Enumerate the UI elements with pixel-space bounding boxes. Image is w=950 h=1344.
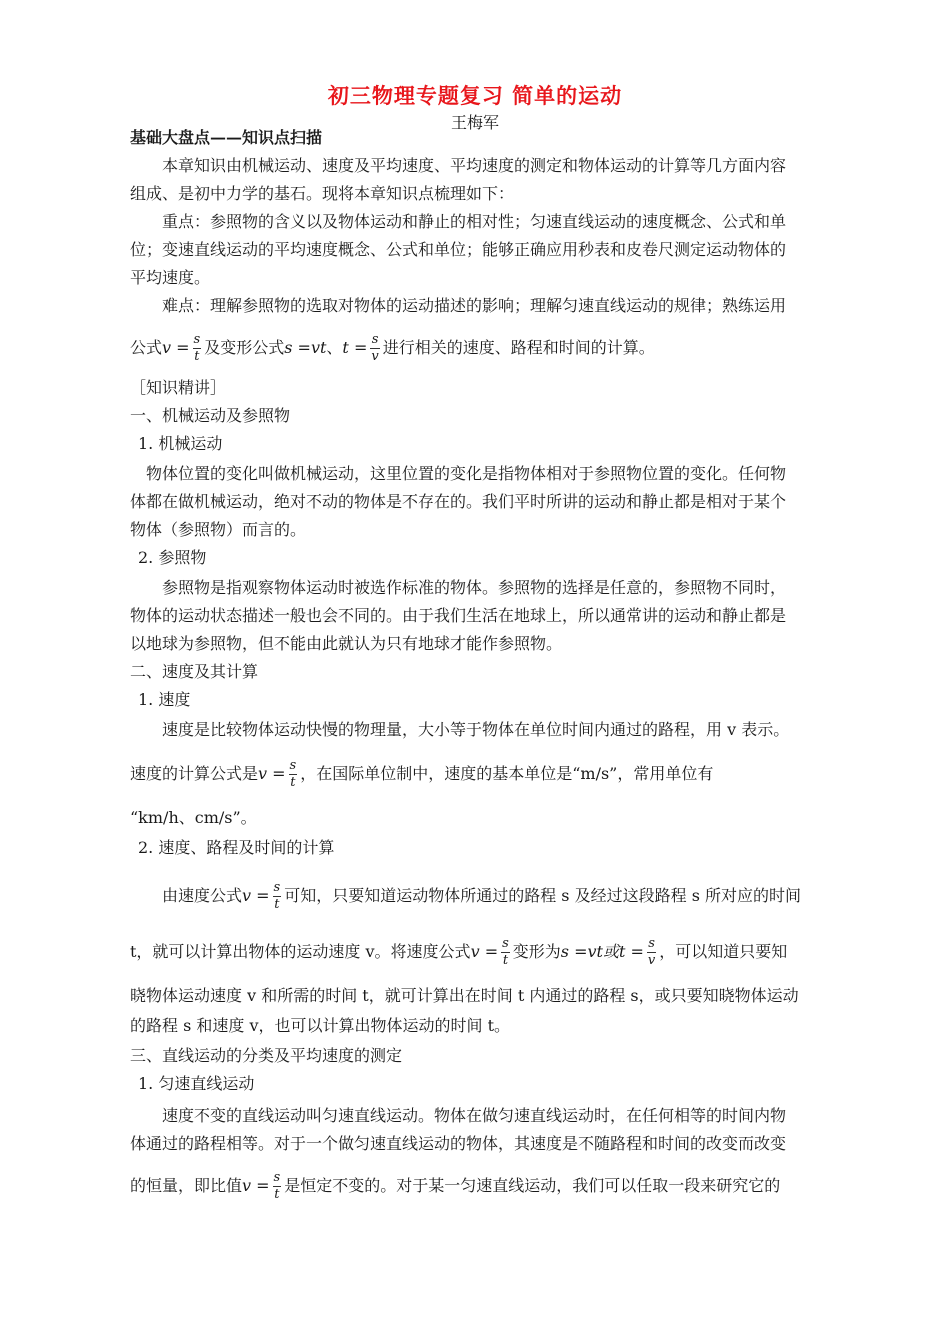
numerator: s	[193, 332, 201, 347]
text: 速度的计算公式是	[130, 764, 259, 783]
numerator: s	[502, 936, 509, 951]
subsection-2-2: 2. 速度、路程及时间的计算	[138, 838, 335, 857]
para-2-line-1: 参照物是指观察物体运动时被选作标准的物体。参照物的选择是任意的，参照物不同时，	[162, 578, 787, 597]
section-2-heading: 二、速度及其计算	[130, 662, 259, 681]
para-4-line-4: 的路程 s 和速度 v，也可以计算出物体运动的时间 t。	[130, 1016, 511, 1035]
formula-v: v =	[470, 942, 499, 961]
denominator: t	[194, 349, 200, 364]
formula-v: v =	[258, 764, 286, 783]
key-points-line-2: 位；变速直线运动的平均速度概念、公式和单位；能够正确应用秒表和皮卷尺测定运动物体的	[130, 240, 787, 259]
numerator: s	[273, 880, 281, 895]
numerator: s	[273, 1170, 281, 1185]
denominator: t	[290, 775, 296, 790]
denominator: t	[274, 1187, 280, 1202]
key-points-line-3: 平均速度。	[130, 268, 211, 287]
para-3-line-1: 速度是比较物体运动快慢的物理量，大小等于物体在单位时间内通过的路程，用 v 表示。	[162, 720, 790, 739]
numerator: s	[648, 936, 655, 951]
para-1-line-1: 物体位置的变化叫做机械运动，这里位置的变化是指物体相对于参照物位置的变化。任何物	[146, 464, 787, 483]
formula-v: v =	[242, 886, 270, 905]
intro-line-1: 本章知识由机械运动、速度及平均速度、平均速度的测定和物体运动的计算等几方面内容	[162, 156, 787, 175]
para-3-line-2	[130, 756, 713, 792]
fraction-s-over-v	[647, 936, 656, 969]
fraction-s-over-v	[370, 332, 379, 365]
fraction-s-over-t	[501, 936, 510, 969]
text: 是恒定不变的。对于某一匀速直线运动，我们可以任取一段来研究它的	[284, 1176, 781, 1195]
intro-line-2: 组成、是初中力学的基石。现将本章知识点梳理如下：	[130, 184, 515, 203]
para-1-line-2: 体都在做机械运动，绝对不动的物体是不存在的。我们平时所讲的运动和静止都是相对于某个	[130, 492, 787, 511]
formula-s-vt: s =vt	[284, 338, 327, 357]
denominator: t	[502, 953, 509, 968]
subsection-3-1: 1. 匀速直线运动	[138, 1074, 255, 1093]
para-2-line-3: 以地球为参照物，但不能由此就认为只有地球才能作参照物。	[130, 634, 563, 653]
difficulty-line-2	[130, 330, 655, 366]
para-4-line-1	[162, 878, 801, 914]
denominator: v	[647, 953, 656, 968]
text: ，在国际单位制中，速度的基本单位是“m/s”，常用单位有	[300, 764, 714, 783]
para-5-line-3	[130, 1168, 780, 1204]
section-heading-scan: 基础大盘点——知识点扫描	[130, 128, 323, 147]
para-4-line-2	[130, 934, 787, 970]
formula-t: t =	[342, 338, 368, 357]
formula-v: v =	[242, 1176, 270, 1195]
text: 、	[326, 338, 343, 357]
text: 可知，只要知道运动物体所通过的路程 s 及经过这段路程 s 所对应的时间	[284, 886, 801, 905]
denominator: v	[371, 349, 379, 364]
para-5-line-2: 体通过的路程相等。对于一个做匀速直线运动的物体，其速度是不随路程和时间的改变而改变	[130, 1134, 787, 1153]
subsection-1-1: 1. 机械运动	[138, 434, 223, 453]
difficulty-line-1: 难点：理解参照物的选取对物体的运动描述的影响；理解匀速直线运动的规律；熟练运用	[162, 296, 787, 315]
text: 公式	[130, 338, 163, 357]
text: t，就可以计算出物体的运动速度 v。将速度公式	[130, 942, 471, 961]
key-points-line-1: 重点：参照物的含义以及物体运动和静止的相对性；匀速直线运动的速度概念、公式和单	[162, 212, 787, 231]
fraction-s-over-t	[273, 1170, 282, 1203]
subsection-2-1: 1. 速度	[138, 690, 191, 709]
denominator: t	[274, 897, 280, 912]
document-title: 初三物理专题复习 简单的运动	[327, 83, 623, 108]
numerator: s	[371, 332, 379, 347]
formula-t: t =	[618, 942, 644, 961]
section-3-heading: 三、直线运动的分类及平均速度的测定	[130, 1046, 403, 1065]
para-3-line-3: “km/h、cm/s”。	[130, 808, 257, 827]
para-1-line-3: 物体（参照物）而言的。	[130, 520, 307, 539]
author-name: 王梅军	[450, 113, 499, 132]
section-1-heading: 一、机械运动及参照物	[130, 406, 291, 425]
text: 进行相关的速度、路程和时间的计算。	[382, 338, 655, 357]
fraction-s-over-t	[273, 880, 282, 913]
text: 由速度公式	[162, 886, 243, 905]
fraction-s-over-t	[193, 332, 202, 365]
text: ，可以知道只要知	[659, 942, 788, 961]
numerator: s	[289, 758, 297, 773]
para-2-line-2: 物体的运动状态描述一般也会不同的。由于我们生活在地球上，所以通常讲的运动和静止都是	[130, 606, 787, 625]
formula-v: v =	[162, 338, 190, 357]
para-4-line-3: 晓物体运动速度 v 和所需的时间 t，就可计算出在时间 t 内通过的路程 s，或只要知晓物体运动	[130, 986, 799, 1005]
para-5-line-1: 速度不变的直线运动叫匀速直线运动。物体在做匀速直线运动时，在任何相等的时间内物	[162, 1106, 787, 1125]
text: 及变形公式	[204, 338, 285, 357]
knowledge-heading: ［知识精讲］	[130, 378, 227, 397]
formula-s-vt: s =vt或	[560, 942, 619, 961]
text: 的恒量，即比值	[130, 1176, 243, 1195]
text: 变形为	[512, 942, 561, 961]
fraction-s-over-t	[289, 758, 298, 791]
subsection-1-2: 2. 参照物	[138, 548, 207, 567]
